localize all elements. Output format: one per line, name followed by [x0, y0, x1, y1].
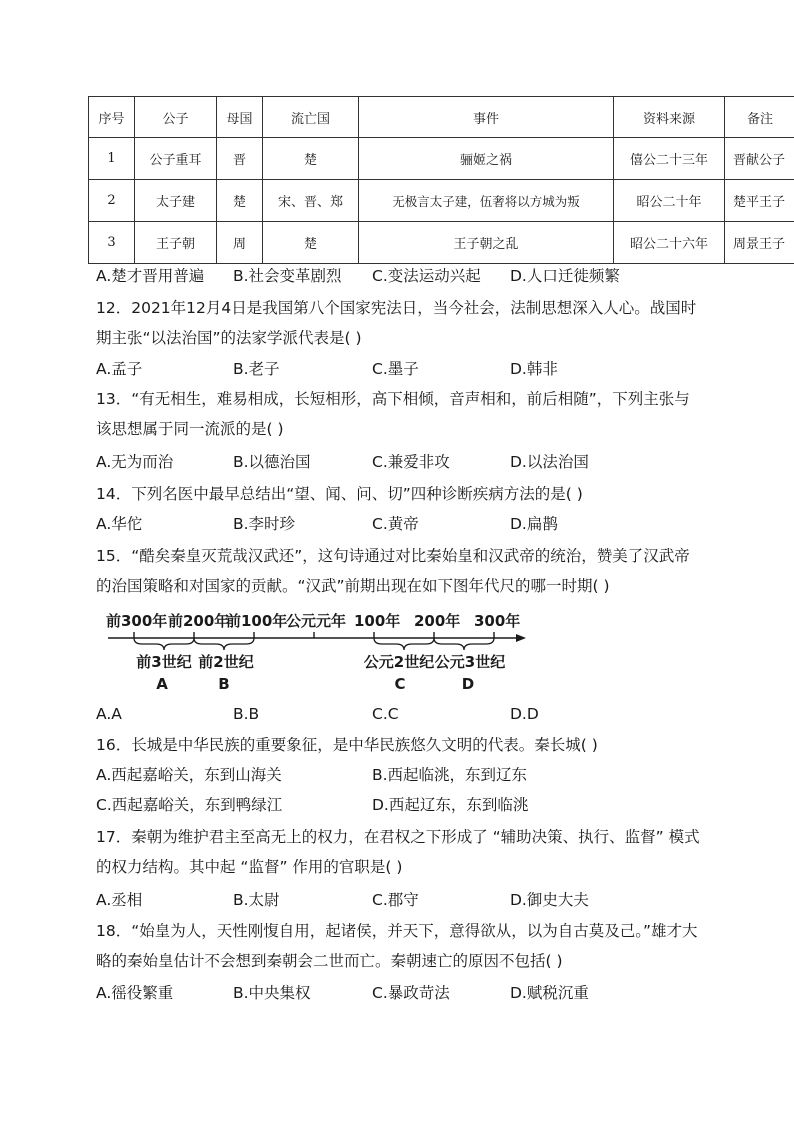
- q13-stem: 13．“有无相生，难易相成，长短相形，高下相倾，音声相和，前后相随”，下列主张与该思想属于同一流派的是( ): [96, 390, 690, 438]
- option-d[interactable]: D.人口迁徙频繁: [510, 267, 620, 285]
- table-cell: 晋: [217, 138, 263, 180]
- q12-options: [96, 357, 736, 381]
- option-a[interactable]: A.孟子: [96, 360, 143, 378]
- span-letter: B: [218, 675, 230, 693]
- span-label: 公元2世纪: [363, 653, 435, 671]
- table-header-cell: 公子: [135, 97, 217, 138]
- option-b[interactable]: B.社会变革剧烈: [233, 267, 342, 285]
- q15-stem: 15．“酷矣秦皇灭荒哉汉武还”，这句诗通过对比秦始皇和汉武帝的统治，赞美了汉武帝的治国策略和对国家的贡献。“汉武”前期出现在如下图年代尺的哪一时期( ): [96, 547, 690, 595]
- table-cell: 楚: [263, 222, 359, 264]
- option-d[interactable]: D.D: [510, 705, 539, 723]
- q16-options-row1: [96, 763, 736, 787]
- table-cell: 周: [217, 222, 263, 264]
- tick-label: 前200年: [168, 612, 230, 630]
- table-cell: 王子朝: [135, 222, 217, 264]
- q16-options-row2: [96, 793, 736, 817]
- table-cell: 昭公二十年: [614, 180, 725, 222]
- q13-options: [96, 450, 736, 474]
- option-c[interactable]: C.郡守: [372, 891, 419, 909]
- table-header-cell: 资料来源: [614, 97, 725, 138]
- table-header-cell: 备注: [725, 97, 794, 138]
- table-cell: 僖公二十三年: [614, 138, 725, 180]
- option-c[interactable]: C.黄帝: [372, 515, 419, 533]
- option-b[interactable]: B.老子: [233, 360, 280, 378]
- tick-label: 200年: [414, 612, 461, 630]
- q11-options: [96, 264, 736, 288]
- span-label: 前2世纪: [198, 653, 254, 671]
- option-a[interactable]: A.徭役繁重: [96, 984, 174, 1002]
- table-cell: 公子重耳: [135, 138, 217, 180]
- table-cell: 周景王子: [725, 222, 794, 264]
- option-d[interactable]: D.西起辽东，东到临洮: [372, 796, 529, 814]
- span-label: 公元3世纪: [434, 653, 506, 671]
- table-header-cell: 母国: [217, 97, 263, 138]
- option-a[interactable]: A.A: [96, 705, 122, 723]
- table-header-row: [89, 97, 794, 138]
- q17-options: [96, 888, 736, 912]
- table-cell: 王子朝之乱: [359, 222, 614, 264]
- option-d[interactable]: D.以法治国: [510, 453, 589, 471]
- table-cell: 2: [89, 180, 135, 222]
- table-cell: 1: [89, 138, 135, 180]
- table-cell: 昭公二十六年: [614, 222, 725, 264]
- tick-label: 公元元年: [286, 612, 347, 630]
- table-cell: 楚: [263, 138, 359, 180]
- table-cell: 楚平王子: [725, 180, 794, 222]
- table-cell: 3: [89, 222, 135, 264]
- table-row: [89, 222, 794, 264]
- option-a[interactable]: A.无为而治: [96, 453, 174, 471]
- table-cell: 太子建: [135, 180, 217, 222]
- option-d[interactable]: D.韩非: [510, 360, 558, 378]
- option-b[interactable]: B.西起临洮，东到辽东: [372, 766, 528, 784]
- table-cell: 晋献公子: [725, 138, 794, 180]
- option-d[interactable]: D.扁鹊: [510, 515, 558, 533]
- exile-princes-table: [88, 96, 794, 264]
- table-cell: 宋、晋、郑: [263, 180, 359, 222]
- table-header-cell: 流亡国: [263, 97, 359, 138]
- option-b[interactable]: B.李时珍: [233, 515, 296, 533]
- q18-stem: 18．“始皇为人，天性刚愎自用，起诸侯，并天下，意得欲从，以为自古莫及己。”雄才大略的秦始皇估计不会想到秦朝会二世而亡。秦朝速亡的原因不包括( ): [96, 922, 698, 970]
- table-cell: 骊姬之祸: [359, 138, 614, 180]
- option-c[interactable]: C.变法运动兴起: [372, 267, 481, 285]
- q16-stem: 16．长城是中华民族的重要象征，是中华民族悠久文明的代表。秦长城( ): [96, 736, 598, 754]
- option-a[interactable]: A.华佗: [96, 515, 143, 533]
- table-cell: 无极言太子建，伍奢将以方城为叛: [359, 180, 614, 222]
- span-letter: D: [461, 675, 475, 693]
- q15-options: [96, 702, 736, 726]
- option-c[interactable]: C.兼爱非攻: [372, 453, 450, 471]
- table-row: [89, 180, 794, 222]
- option-c[interactable]: C.西起嘉峪关，东到鸭绿江: [96, 796, 283, 814]
- span-label: 前3世纪: [136, 653, 192, 671]
- option-c[interactable]: C.C: [372, 705, 399, 723]
- option-d[interactable]: D.御史大夫: [510, 891, 589, 909]
- arrow-right-icon: [516, 634, 526, 642]
- option-b[interactable]: B.太尉: [233, 891, 280, 909]
- option-c[interactable]: C.暴政苛法: [372, 984, 450, 1002]
- timeline-ruler: [96, 604, 536, 696]
- table-row: [89, 138, 794, 180]
- option-c[interactable]: C.墨子: [372, 360, 419, 378]
- option-b[interactable]: B.中央集权: [233, 984, 311, 1002]
- option-a[interactable]: A.楚才晋用普遍: [96, 267, 205, 285]
- tick-label: 前100年: [226, 612, 288, 630]
- table-header-cell: 事件: [359, 97, 614, 138]
- option-d[interactable]: D.赋税沉重: [510, 984, 589, 1002]
- tick-label: 100年: [354, 612, 401, 630]
- span-letter: A: [156, 675, 168, 693]
- q14-options: [96, 512, 736, 536]
- option-b[interactable]: B.B: [233, 705, 260, 723]
- q17-stem: 17．秦朝为维护君主至高无上的权力，在君权之下形成了 “辅助决策、执行、监督” 模式的权力结构。其中起 “监督” 作用的官职是( ): [96, 828, 700, 876]
- tick-label: 300年: [474, 612, 521, 630]
- option-a[interactable]: A.西起嘉峪关，东到山海关: [96, 766, 282, 784]
- span-letter: C: [394, 675, 406, 693]
- tick-label: 前300年: [106, 612, 168, 630]
- q14-stem: 14．下列名医中最早总结出“望、闻、问、切”四种诊断疾病方法的是( ): [96, 485, 583, 503]
- option-b[interactable]: B.以德治国: [233, 453, 311, 471]
- option-a[interactable]: A.丞相: [96, 891, 143, 909]
- q12-stem: 12．2021年12月4日是我国第八个国家宪法日，当今社会，法制思想深入人心。战国时期主张“以法治国”的法家学派代表是( ): [96, 299, 697, 347]
- table-cell: 楚: [217, 180, 263, 222]
- q18-options: [96, 981, 736, 1005]
- table-header-cell: 序号: [89, 97, 135, 138]
